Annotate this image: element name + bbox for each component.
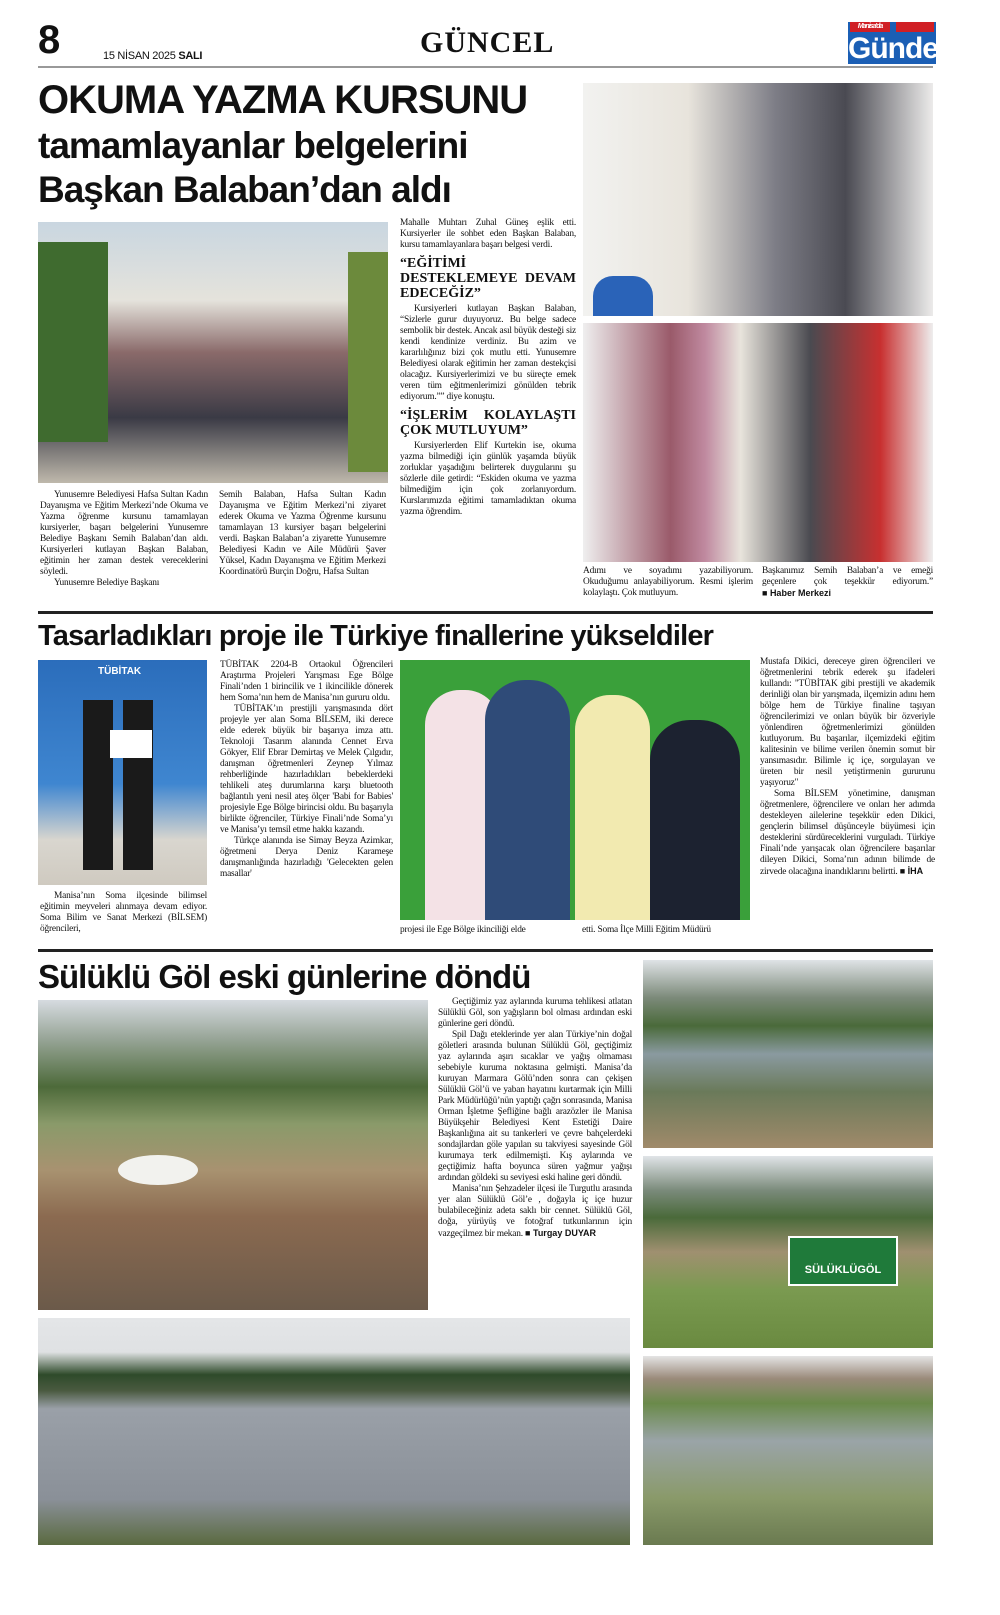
section-title: GÜNCEL	[420, 26, 555, 59]
page-number: 8	[38, 18, 61, 62]
logo-red-block	[896, 22, 934, 32]
story1-col5: Başkanımız Semih Balaban’a ve emeği geçenlere çok teşekkür ediyorum.” ■ Haber Merkezi	[762, 566, 933, 598]
story1-col2: Semih Balaban, Hafsa Sultan Kadın Dayanışma ve Eğitim Merkezi’ni ziyaret ederek Okuma ve Yazma Öğrenme kursunu tamamlayan 13 kursiyer başarı belgelerini verdi. Başkan Balaban’a ziyarette Yunusemre Belediyesi Kadın ve Aile Müdürü Şaver Yüksel, Kadın Dayanışma ve Eğitim Merkezi Koordinatörü Burçin Doğru, Hafsa Sultan	[219, 490, 386, 577]
photo-lake-reeds	[643, 960, 933, 1148]
headline-line-1: OKUMA YAZMA KURSUNU	[38, 78, 528, 122]
story2-col4: Mustafa Dikici, dereceye giren öğrencileri ve öğretmenlerini tebrik ederek şu ifadeleri kullandı: "TÜBİTAK gibi prestijli ve akademik derinliği olan bir yarışmada, ilçemizin adını hem bölge hem de Türkiye finaline taşıyan öğrencilerimizi ve onları büyük bir özveriyle yönlendiren öğretmenlerimizi gönülden kutluyorum. Bu başarılar, ilçemizdeki eğitim kalitesinin ve bilime verilen önemin somut bir yansımasıdır. Bilimle iç içe, sorgulayan ve üreten bir nesil yetiştirmenin gururunu yaşıyoruz" Soma BİLSEM yönetimine, danışman öğretmenlere, öğrencilere ve onları her adımda destekleyen ailelerine teşekkür eden Dikici, gençlerin bilimsel düşünceyle büyümesi için desteklerini sürdüreceklerini vurguladı. Türkiye Finali’nde yarışacak olan öğrencilere başarılar dileyen Dikici, Soma’nın adının bilimde de zirvede olacağına inandıklarını belirtti. ■ İHA	[760, 657, 935, 877]
photo-mayor-certificate-1	[583, 83, 933, 316]
day-text: SALI	[178, 50, 203, 62]
subheading-2: “İŞLERİM KOLAYLAŞTI ÇOK MUTLUYUM”	[400, 408, 576, 438]
photo-lake-ducks	[643, 1356, 933, 1545]
story2-col3b: etti. Soma İlçe Milli Eğitim Müdürü	[582, 925, 711, 935]
logo-main-text: Gündem	[848, 32, 964, 65]
photo-tubitak-teacher-student: TÜBİTAK	[38, 660, 207, 885]
story-divider	[38, 949, 933, 952]
story1-col4: Adımı ve soyadımı yazabiliyorum. Okuduğumu anlayabiliyorum. Resmi işlerim kolaylaştı. Çok mutluyum.	[583, 566, 753, 598]
source-credit: ■ Turgay DUYAR	[525, 1228, 596, 1238]
header-divider	[38, 66, 933, 68]
photo-lake-sign	[643, 1156, 933, 1348]
photo-students-green-screen	[400, 660, 750, 920]
story3-headline: Sülüklü Göl eski günlerine döndü	[38, 958, 531, 995]
lake-sign-text: SÜLÜKLÜGÖL	[788, 1236, 898, 1286]
logo-small-text: Manisa'da	[850, 22, 890, 32]
story-divider	[38, 611, 933, 614]
source-credit: ■ Haber Merkezi	[762, 588, 831, 598]
headline-line-3: Başkan Balaban’dan aldı	[38, 169, 451, 210]
story1-headline	[38, 80, 583, 208]
photo-mayor-certificate-2	[583, 323, 933, 562]
story3-text: Geçtiğimiz yaz aylarında kuruma tehlikesi atlatan Sülüklü Göl, son yağışların bol olması ardından eski günlerine geri döndü. Spil Dağı eteklerinde yer alan Türkiye’nin doğal göletleri arasında bulunan Sülüklü Göl, geçtiğimiz yaz aylarında aşırı sıcaklar ve yağış olmaması sebebiyle kuruma noktasına gelmişti. Manisa’da kuruyan Marmara Gölü’nden sonra can çekişen Sülüklü Göl’ü ve yaban hayatını kurtarmak için Milli Park Müdürlüğü’nün yaptığı çağrı sonrasında, Manisa Orman İşletme Şefliğine bağlı arazözler ile Manisa Büyükşehir Belediyesi Kent Estetiği Daire Başkanlığına ait su tankerleri ve çevre bahçelerdeki sondajlardan göle yapılan su takviyesi sayesinde Göl kurumaya terk edilmemişti. Kış aylarında ve geçtiğimiz hafta boyunca süren yağmur yağışı ardından göldeki su seviyesi eski haline geri döndü. Manisa’nın Şehzadeler ilçesi ile Turgutlu arasında yer alan Sülüklü Göl’e , doğayla iç içe huzur bulabileceğiniz adeta saklı bir cennet. Sülüklü Göl, doğa, yürüyüş ve fotoğraf tutkunlarının için vazgeçilmez bir mekan. ■ Turgay DUYAR	[438, 997, 632, 1239]
newspaper-logo	[848, 22, 964, 65]
story1-col1: Yunusemre Belediyesi Hafsa Sultan Kadın Dayanışma ve Eğitim Merkezi’nde Okuma ve Yazma öğrenme kursunu tamamlayan kursiyerler, başarı belgelerini Yunusemre Belediye Başkanı Semih Balaban’dan aldı. Kursiyerleri kutlayan Başkan Balaban, eğitimin her zaman destek vereceklerini söyledi. Yunusemre Belediye Başkanı	[40, 490, 208, 588]
headline-line-2: tamamlayanlar belgelerini	[38, 125, 468, 166]
photo-lake-geese	[38, 1000, 428, 1310]
story1-col3: Mahalle Muhtarı Zuhal Güneş eşlik etti. Kursiyerler ile sohbet eden Başkan Balaban, kursu tamamlayanlara başarı belgesi verdi. “EĞİTİMİ DESTEKLEMEYE DEVAM EDECEĞİZ” Kursiyerleri kutlayan Başkan Balaban, “Sizlerle gurur duyuyoruz. Bu belge sadece sembolik bir destek. Ancak asıl büyük desteği siz kendi kendinize verdiniz. Bu azim ve kararlılığınız bizi çok mutlu etti. Yunusemre Belediyesi olarak eğitimin her zaman destekçisi olacağız. Kursiyerlerimizi ve bu süreçte emek veren tüm eğitmenlerimizi gönülden tebrik ediyorum.”” diye konuştu. “İŞLERİM KOLAYLAŞTI ÇOK MUTLUYUM” Kursiyerlerden Elif Kurtekin ise, okuma yazma bilmediği için günlük yaşamda büyük zorluklar yaşadığını belirterek duygularını şu sözlerle dile getirdi: “Eskiden okuma ve yazma bilmediğim için çok zorlanıyordum. Kurslarımızda eğitimi tamamladıktan okuma yazma öğrendim.	[400, 218, 576, 517]
story2-col1: Manisa’nın Soma ilçesinde bilimsel eğitimin meyveleri alınmaya devam ediyor. Soma Bilim ve Sanat Merkezi (BİLSEM) öğrencileri,	[40, 891, 207, 934]
source-credit: ■ İHA	[899, 866, 924, 876]
photo-group-certificates	[38, 222, 388, 483]
story2-headline: Tasarladıkları proje ile Türkiye finallerine yükseldiler	[38, 620, 714, 652]
photo-lake-wide	[38, 1318, 630, 1545]
story2-col3a: projesi ile Ege Bölge ikinciliği elde	[400, 925, 526, 935]
issue-date	[103, 50, 202, 62]
date-text: 15 NİSAN 2025	[103, 50, 176, 62]
subheading-1: “EĞİTİMİ DESTEKLEMEYE DEVAM EDECEĞİZ”	[400, 256, 576, 301]
story2-col2: TÜBİTAK 2204-B Ortaokul Öğrencileri Araştırma Projeleri Yarışması Ege Bölge Finali’nden 1 birincilik ve 1 ikincilikle dönerek hem Soma’nın hem de Manisa’nın gururu oldu. TÜBİTAK’ın prestijli yarışmasında dört projeyle yer alan Soma BİLSEM, iki derece elde ederek büyük bir başarıya imza attı. Teknoloji Tasarım alanında Cennet Erva Gökyer, Elif Ebrar Demirtaş ve Melek Çılgıdır, danışman öğretmenleri Zeynep Yılmaz rehberliğinde hazırladıkları bebeklerdeki tehlikeli ateş durumlarına karşı bluetooth bağlantılı yeni nesil ateş ölçer 'Babi for Babies' projesiyle Ege Bölge birincisi oldu. Bu başarıyla birlikte öğrenciler, Türkiye Finali’nde Soma’yı ve Manisa’yı temsil etme hakkı kazandı. Türkçe alanında ise Simay Beyza Azimkar, öğretmeni Derya Deniz Karameşe danışmanlığında hazırladığı 'Gelecekten gelen masallar'	[220, 660, 393, 879]
